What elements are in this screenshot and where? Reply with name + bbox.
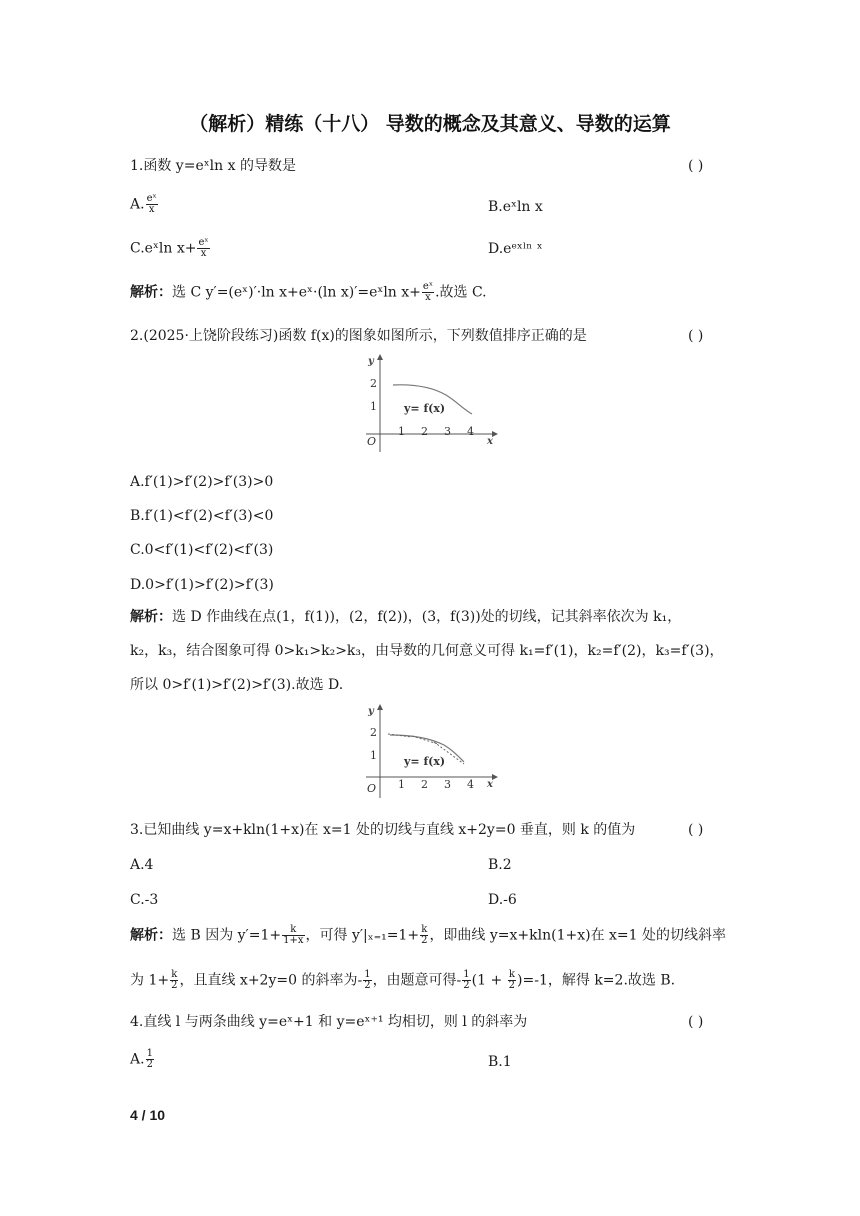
q3-fraction-1-over-2: [363, 970, 371, 991]
q3-solution-line-2: [130, 970, 675, 991]
curve-label: y= f(x): [404, 402, 446, 415]
q3-solution-text-2e: )=-1，解得 k=2.故选 B.: [517, 972, 676, 989]
q3-fraction-k-over-2: [420, 925, 428, 946]
x-tick-1: 1: [398, 778, 405, 791]
q3-fraction-k-over-2: [508, 970, 516, 991]
q3-stem: 3.已知曲线 y=x+kln(1+x)在 x=1 处的切线与直线 x+2y=0 垂直，则 k 的值为: [130, 822, 636, 838]
q1-solution-text-end: .故选 C.: [435, 284, 487, 301]
fraction-denominator: 2: [463, 980, 470, 991]
x-tick-2: 2: [421, 778, 428, 791]
page-title: （解析）精练（十八） 导数的概念及其意义、导数的运算: [189, 113, 671, 135]
page-number: 4 / 10: [130, 1107, 166, 1123]
tangent-line-2: [412, 736, 438, 744]
q2-solution-line-1: [130, 609, 681, 626]
fraction-numerator: eˣ: [198, 237, 209, 248]
fraction-denominator: 2: [364, 980, 371, 991]
q4-option-b: B.1: [488, 1054, 512, 1070]
x-tick-3: 3: [444, 778, 451, 791]
q3-fraction-1-over-2: [462, 970, 470, 991]
fraction-numerator: k: [508, 969, 515, 980]
solution-label: 解析：: [130, 927, 172, 944]
q4-stem: 4.直线 l 与两条曲线 y=eˣ+1 和 y=eˣ⁺¹ 均相切，则 l 的斜率为: [130, 1014, 528, 1030]
q2-option-d: D.0>f′(1)>f′(2)>f′(3): [130, 577, 274, 593]
q1-solution-fraction: [422, 282, 434, 303]
fraction-denominator: 2: [421, 935, 428, 946]
q3-solution-text-2c: ，由题意可得-: [372, 972, 462, 989]
x-tick-1: 1: [398, 425, 405, 438]
fraction-numerator: 1: [364, 969, 371, 980]
q3-option-c: C.-3: [130, 892, 159, 908]
x-axis-label: x: [487, 779, 493, 790]
q3-solution-text-2d: (1 +: [471, 972, 507, 989]
origin-label: O: [367, 435, 377, 448]
q3-solution-text-2a: 为 1+: [130, 972, 170, 989]
q1-option-a-prefix: A.: [130, 196, 145, 213]
q2-tangent-graph: [360, 702, 500, 804]
fraction-numerator: 1: [146, 1048, 153, 1059]
origin-label: O: [367, 782, 377, 795]
y-axis-arrow: [377, 704, 383, 710]
y-axis-label: y: [368, 706, 374, 717]
q2-function-graph: [360, 352, 500, 454]
fraction-numerator: eˣ: [422, 281, 434, 292]
solution-label: 解析：: [130, 284, 172, 301]
fraction-denominator: x: [200, 248, 207, 259]
curve-label: y= f(x): [404, 755, 446, 768]
q2-answer-bracket: ( ): [688, 328, 704, 344]
y-tick-1: 1: [370, 400, 377, 413]
q3-answer-bracket: ( ): [688, 822, 704, 838]
fraction-denominator: x: [425, 292, 431, 303]
q1-option-c-prefix: C.eˣln x+: [130, 240, 197, 257]
fraction-denominator: 2: [171, 980, 178, 991]
q3-solution-text-1c: ，即曲线 y=x+kln(1+x)在 x=1 处的切线斜率: [429, 927, 727, 944]
fraction-numerator: 1: [463, 969, 470, 980]
x-tick-2: 2: [421, 425, 428, 438]
q1-option-a-fraction: [146, 194, 158, 215]
q3-solution-text-1a: 选 B 因为 y′=1+: [172, 927, 282, 944]
fraction-numerator: eˣ: [146, 193, 157, 204]
q4-answer-bracket: ( ): [688, 1014, 704, 1030]
q3-option-d: D.-6: [488, 892, 517, 908]
fraction-denominator: 1+x: [283, 935, 304, 946]
fraction-numerator: k: [171, 969, 178, 980]
y-tick-2: 2: [370, 726, 377, 739]
q2-option-a: A.f′(1)>f′(2)>f′(3)>0: [130, 474, 274, 490]
solution-label: 解析：: [130, 609, 172, 625]
q3-option-a: A.4: [130, 857, 154, 873]
q2-solution-line-3: 所以 0>f′(1)>f′(2)>f′(3).故选 D.: [130, 677, 344, 693]
q1-solution: [130, 282, 487, 303]
q1-stem: 1.函数 y=eˣln x 的导数是: [130, 158, 296, 174]
y-axis-arrow: [377, 354, 383, 360]
q3-fraction-k-over-1px: [282, 925, 304, 946]
q1-option-d: D.eᵉˣˡⁿ ˣ: [488, 241, 543, 257]
q2-option-b: B.f′(1)<f′(2)<f′(3)<0: [130, 508, 274, 524]
x-tick-3: 3: [444, 425, 451, 438]
y-tick-1: 1: [370, 749, 377, 762]
q1-solution-text: 选 C y′=(eˣ)′·ln x+eˣ·(ln x)′=eˣln x+: [172, 284, 421, 301]
x-tick-4: 4: [467, 425, 474, 438]
fraction-denominator: 2: [508, 980, 516, 991]
q4-option-a: [130, 1049, 155, 1070]
y-axis-label: y: [368, 356, 374, 367]
q1-option-a: [130, 194, 159, 215]
q3-option-b: B.2: [488, 857, 512, 873]
q3-solution-text-1b: ，可得 y′|ₓ₌₁=1+: [305, 927, 420, 944]
q1-option-b: B.eˣln x: [488, 199, 543, 215]
q2-solution-line-2: k₂，k₃，结合图象可得 0>k₁>k₂>k₃，由导数的几何意义可得 k₁=f′(1)，k₂=f′(2)，k₃=f′(3)，: [130, 643, 724, 659]
q4-option-a-fraction: [146, 1049, 154, 1070]
x-axis-label: x: [487, 436, 493, 447]
q3-fraction-k-over-2: [170, 970, 178, 991]
q3-solution-line-1: [130, 925, 726, 946]
q2-option-c: C.0<f′(1)<f′(2)<f′(3): [130, 542, 274, 558]
q3-solution-text-2b: ，且直线 x+2y=0 的斜率为-: [179, 972, 363, 989]
fraction-numerator: k: [421, 924, 428, 935]
fraction-denominator: x: [148, 204, 155, 215]
x-tick-4: 4: [467, 778, 474, 791]
q1-option-c: [130, 238, 211, 259]
fraction-denominator: 2: [146, 1059, 153, 1070]
fraction-numerator: k: [282, 925, 304, 936]
q4-option-a-prefix: A.: [130, 1051, 145, 1068]
q2-solution-text-1: 选 D 作曲线在点(1，f(1))，(2，f(2))，(3，f(3))处的切线，记其斜率依次为 k₁，: [172, 609, 682, 625]
q1-option-c-fraction: [197, 238, 209, 259]
q1-answer-bracket: ( ): [688, 158, 704, 174]
y-tick-2: 2: [370, 377, 377, 390]
q2-stem: 2.(2025·上饶阶段练习)函数 f(x)的图象如图所示，下列数值排序正确的是: [130, 328, 587, 344]
